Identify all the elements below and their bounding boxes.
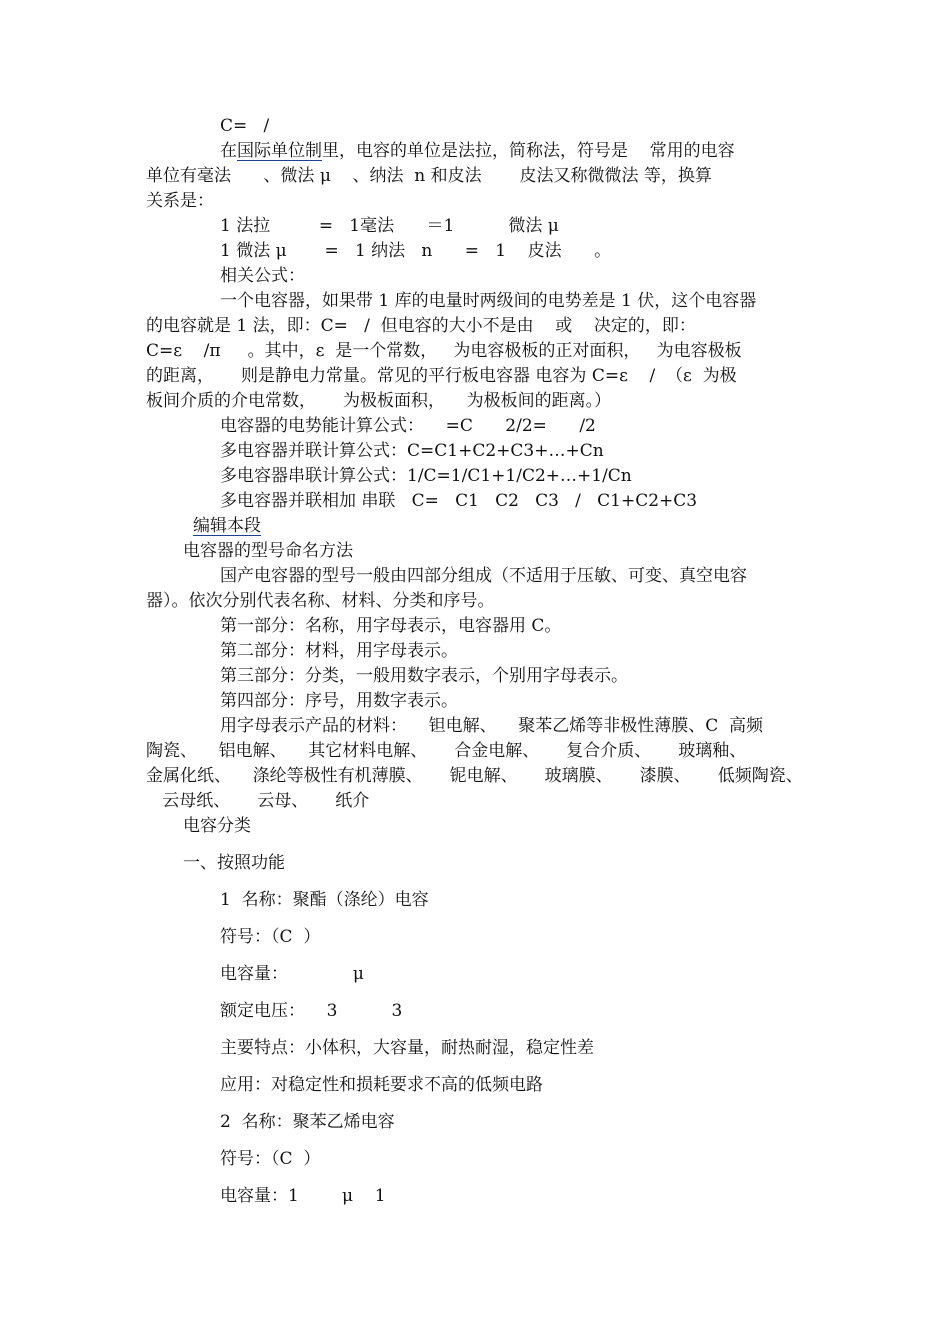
text-line: 相关公式： [220, 266, 305, 286]
text-line: 一、按照功能 [183, 853, 285, 873]
text-line [193, 514, 857, 538]
text-line: 的电容就是 1 法，即：C= / 但电容的大小不是由 或 决定的，即： [146, 316, 696, 336]
text-line: 第一部分：名称，用字母表示，电容器用 C。 [220, 616, 562, 636]
text-line: 关系是： [146, 191, 214, 211]
text-line: 1 微法 μ = 1 纳法 n = 1 皮法 。 [220, 241, 612, 261]
text-line: 1 名称：聚酯（涤纶）电容 [220, 890, 429, 910]
text-line: 第三部分：分类，一般用数字表示，个别用字母表示。 [220, 666, 628, 686]
text-line: 一个电容器，如果带 1 库的电量时两级间的电势差是 1 伏，这个电容器 [220, 291, 757, 311]
text-line: 云母纸、 云母、 纸介 [146, 791, 370, 811]
text-line: 电容量： μ [220, 964, 364, 984]
text-line: 2 名称：聚苯乙烯电容 [220, 1112, 395, 1132]
text-line: 第四部分：序号，用数字表示。 [220, 691, 458, 711]
text-line: C=ε /π 。其中，ε 是一个常数， 为电容极板的正对面积， 为电容极板 [146, 341, 742, 361]
text-line: 金属化纸、 涤纶等极性有机薄膜、 铌电解、 玻璃膜、 漆膜、 低频陶瓷、 [146, 766, 803, 786]
text-line: 电容器的电势能计算公式： =C 2/2= /2 [220, 416, 596, 436]
text-line: 陶瓷、 铝电解、 其它材料电解、 合金电解、 复合介质、 玻璃釉、 [146, 741, 747, 761]
text-line: 的距离， 则是静电力常量。常见的平行板电容器 电容为 C=ε / （ε 为极 [146, 366, 737, 386]
text-line: 多电容器串联计算公式：1/C=1/C1+1/C2+…+1/Cn [220, 466, 632, 486]
si-unit-link[interactable]: 国际单位制 [237, 141, 322, 161]
text-line: 多电容器并联计算公式：C=C1+C2+C3+…+Cn [220, 441, 604, 461]
text-fragment: 里，电容的单位是法拉，简称法，符号是 常用的电容 [322, 141, 735, 161]
text-line: 板间介质的介电常数， 为极板面积， 为极板间的距离。） [146, 391, 612, 411]
text-line: 符号：（C ） [220, 927, 321, 947]
text-line: 单位有毫法 、微法 μ 、纳法 n 和皮法 皮法又称微微法 等，换算 [146, 166, 712, 186]
text-line: 额定电压： 3 3 [220, 1001, 403, 1021]
text-line: 电容量：1 μ 1 [220, 1186, 386, 1206]
text-line: 符号：（C ） [220, 1149, 321, 1169]
text-line: 器）。依次分别代表名称、材料、分类和序号。 [146, 591, 495, 611]
text-line: 主要特点：小体积，大容量，耐热耐湿，稳定性差 [220, 1038, 594, 1058]
text-line [220, 139, 884, 163]
text-line: 用字母表示产品的材料： 钽电解、 聚苯乙烯等非极性薄膜、C 高频 [220, 716, 764, 736]
section-heading: 电容器的型号命名方法 [183, 541, 353, 561]
text-line: C= / [220, 116, 270, 136]
text-line: 应用：对稳定性和损耗要求不高的低频电路 [220, 1075, 543, 1095]
text-line: 第二部分：材料，用字母表示。 [220, 641, 458, 661]
text-fragment: 在 [220, 141, 237, 161]
text-line: 1 法拉 = 1毫法 ＝1 微法 μ [220, 216, 559, 236]
section-heading: 电容分类 [183, 816, 251, 836]
edit-section-link[interactable]: 编辑本段 [193, 516, 261, 536]
text-line: 国产电容器的型号一般由四部分组成（不适用于压敏、可变、真空电容 [220, 566, 747, 586]
text-line: 多电容器并联相加 串联 C= C1 C2 C3 / C1+C2+C3 [220, 491, 698, 511]
